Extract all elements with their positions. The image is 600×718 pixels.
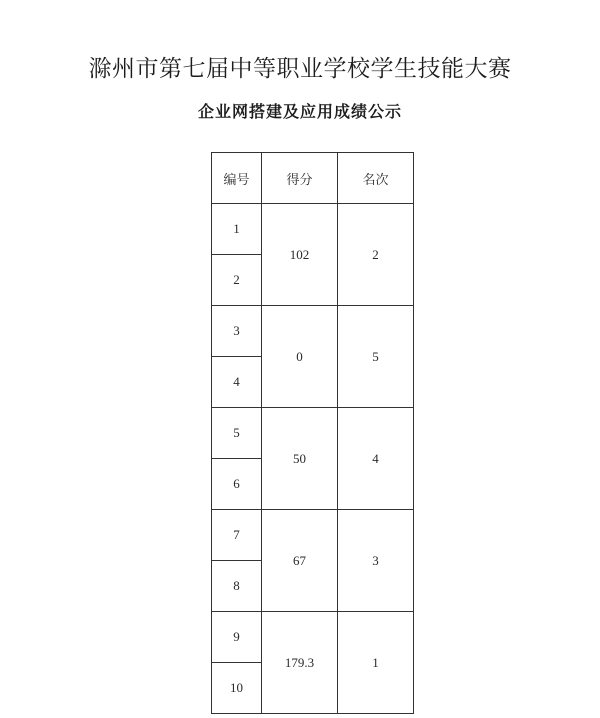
rank-cell: 5 xyxy=(338,306,414,408)
rank-cell: 1 xyxy=(338,612,414,714)
contestant-number: 6 xyxy=(212,459,262,510)
table-row xyxy=(212,204,414,255)
header-number: 编号 xyxy=(212,153,262,204)
contestant-number: 4 xyxy=(212,357,262,408)
header-rank: 名次 xyxy=(338,153,414,204)
contestant-number: 7 xyxy=(212,510,262,561)
contestant-number: 5 xyxy=(212,408,262,459)
contestant-number: 2 xyxy=(212,255,262,306)
contestant-number: 9 xyxy=(212,612,262,663)
table-row xyxy=(212,510,414,561)
score-cell: 0 xyxy=(262,306,338,408)
contestant-number: 3 xyxy=(212,306,262,357)
table-row xyxy=(212,306,414,357)
score-cell: 102 xyxy=(262,204,338,306)
table-row xyxy=(212,408,414,459)
rank-cell: 3 xyxy=(338,510,414,612)
document-subtitle: 企业网搭建及应用成绩公示 xyxy=(197,102,402,121)
header-score: 得分 xyxy=(262,153,338,204)
contestant-number: 8 xyxy=(212,561,262,612)
table-row xyxy=(212,612,414,663)
contestant-number: 1 xyxy=(212,204,262,255)
header-row xyxy=(212,153,414,204)
score-cell: 50 xyxy=(262,408,338,510)
contestant-number: 10 xyxy=(212,663,262,714)
rank-cell: 4 xyxy=(338,408,414,510)
rank-cell: 2 xyxy=(338,204,414,306)
score-cell: 67 xyxy=(262,510,338,612)
document-title: 滁州市第七届中等职业学校学生技能大赛 xyxy=(88,56,512,82)
score-cell: 179.3 xyxy=(262,612,338,714)
score-table xyxy=(211,152,414,714)
